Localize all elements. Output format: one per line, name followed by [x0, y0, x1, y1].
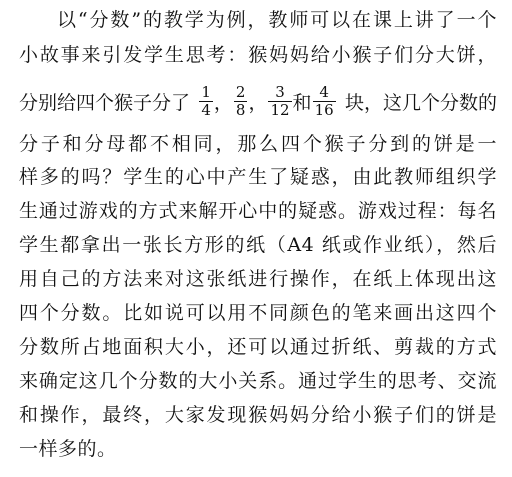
fraction-line-suffix: 块，这几个分数的: [344, 91, 497, 114]
numerator: 1: [201, 82, 211, 101]
denominator: 16: [314, 100, 334, 119]
fraction-4-16: [313, 84, 336, 119]
denominator: 12: [270, 100, 290, 119]
fraction-1-4: [199, 84, 213, 119]
fraction-group: [198, 84, 336, 119]
text-line-8: 用自己的方法来对这张纸进行操作，在纸上体现出这: [19, 268, 497, 290]
joiner: 和: [292, 91, 312, 114]
text-line-9: 四个分数。比如说可以用不同颜色的笔来画出这四个: [19, 302, 497, 324]
text-line-6: 生通过游戏的方式来解开心中的疑惑。游戏过程：每名: [19, 200, 497, 222]
fraction-3-12: [268, 84, 291, 119]
fraction-line-prefix: 分别给四个猴子分了: [19, 91, 191, 114]
text-line-1: 以“分数”的教学为例，教师可以在课上讲了一个: [57, 9, 497, 31]
numerator: 2: [235, 82, 246, 101]
fraction-2-8: [234, 84, 248, 119]
numerator: 3: [275, 82, 285, 101]
text-line-5: 样多的吗？学生的心中产生了疑惑，由此教师组织学: [19, 166, 497, 188]
separator: ，: [248, 91, 268, 114]
text-line-4: 分子和分母都不相同，那么四个猴子分到的饼是一: [19, 133, 497, 155]
text-line-2: 小故事来引发学生思考：猴妈妈给小猴子们分大饼，: [19, 44, 497, 66]
text-line-13: 一样多的。: [19, 438, 117, 460]
text-line-11: 来确定这几个分数的大小关系。通过学生的思考、交流: [19, 370, 497, 392]
text-line-7: 学生都拿出一张长方形的纸（A4 纸或作业纸），然后: [19, 234, 497, 256]
denominator: 4: [201, 100, 211, 119]
text-line-10: 分数所占地面积大小，还可以通过折纸、剪裁的方式: [19, 336, 497, 358]
numerator: 4: [319, 82, 329, 101]
denominator: 8: [235, 100, 246, 119]
separator: ，: [213, 91, 233, 114]
fraction-line: [19, 81, 497, 121]
text-line-12: 和操作，最终，大家发现猴妈妈分给小猴子们的饼是: [19, 404, 497, 426]
